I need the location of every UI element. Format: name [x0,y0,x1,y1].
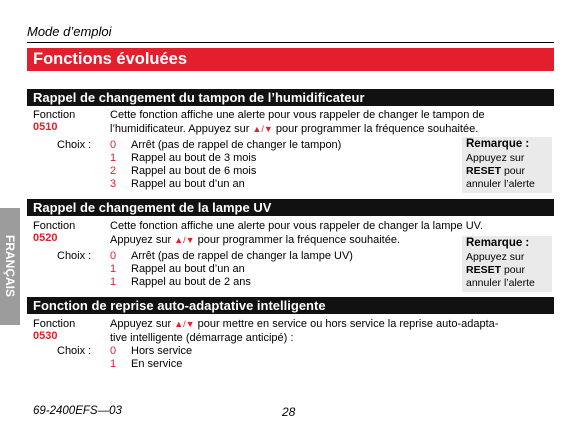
section-title-recovery: Fonction de reprise auto-adaptative intelligente [27,297,554,314]
note-line: annuler l’alerte [466,178,535,190]
description-text: pour programmer la fréquence souhaitée. [275,123,479,135]
option-number: 0 [110,250,117,262]
note-line [466,165,548,178]
document-code: 69-2400EFS—03 [33,405,122,417]
option-text: Rappel au bout de 6 mois [131,165,257,177]
choices-label: Choix : [57,345,92,357]
option-number: 1 [110,263,117,275]
option-number: 0 [110,139,117,151]
description-text: pour mettre en service ou hors service la reprise auto-adapta- [197,318,499,330]
description-line: Cette fonction affiche une alerte pour vous rappeler de changer la lampe UV. [110,220,484,232]
page-number: 28 [282,405,296,419]
note-line: annuler l’alerte [466,277,535,289]
header-label: Mode d’emploi [27,24,112,39]
option-text: Arrêt (pas de rappel de changer le tampon) [131,139,342,151]
option-number: 2 [110,165,117,177]
choices-label: Choix : [57,250,92,262]
function-label: Fonction [33,220,76,232]
function-label: Fonction [33,318,76,330]
note-line: Appuyez sur [466,251,525,263]
language-tab-label: FRANÇAIS [3,235,17,297]
choices-label: Choix : [57,139,92,151]
option-text: Hors service [131,345,193,357]
note-text: pour [503,264,525,276]
up-down-arrow-icon: ▲/▼ [252,124,273,134]
option-number: 1 [110,152,117,164]
section-description [110,317,498,345]
description-line: tive intelligente (démarrage anticipé) : [110,332,294,344]
reset-key-label: RESET [466,264,502,276]
note-title: Remarque : [466,138,530,150]
option-number: 0 [110,345,117,357]
note-text: pour [503,165,525,177]
option-text: Arrêt (pas de rappel de changer la lampe UV) [131,250,353,262]
note-line: Appuyez sur [466,152,525,164]
function-code: 0530 [33,330,58,342]
description-text: Appuyez sur [110,234,172,246]
description-text: Appuyez sur [110,318,172,330]
description-line [110,317,498,331]
section-title-humidifier: Rappel de changement du tampon de l’humidificateur [27,89,554,106]
up-down-arrow-icon: ▲/▼ [174,235,195,245]
description-line [110,122,485,136]
option-text: Rappel au bout de 2 ans [131,276,251,288]
option-number: 1 [110,358,117,370]
function-code: 0520 [33,232,58,244]
option-text: Rappel au bout d’un an [131,178,245,190]
note-title: Remarque : [466,237,530,249]
description-text: pour programmer la fréquence souhaitée. [197,234,401,246]
description-line: Cette fonction affiche une alerte pour vous rappeler de changer le tampon de [110,109,485,121]
option-number: 3 [110,178,117,190]
section-description [110,108,485,136]
note-line [466,264,548,277]
option-number: 1 [110,276,117,288]
description-line [110,233,483,247]
note-box [462,137,552,193]
option-text: Rappel au bout d’un an [131,263,245,275]
page-title: Fonctions évoluées [27,48,554,71]
function-label: Fonction [33,109,76,121]
header-divider [27,42,554,43]
option-text: Rappel au bout de 3 mois [131,152,257,164]
description-text: l’humidificateur. Appuyez sur [110,123,250,135]
note-box [462,236,552,292]
section-description [110,219,483,247]
section-title-uv-lamp: Rappel de changement de la lampe UV [27,199,554,216]
option-text: En service [131,358,183,370]
up-down-arrow-icon: ▲/▼ [174,319,195,329]
function-code: 0510 [33,121,58,133]
reset-key-label: RESET [466,165,502,177]
